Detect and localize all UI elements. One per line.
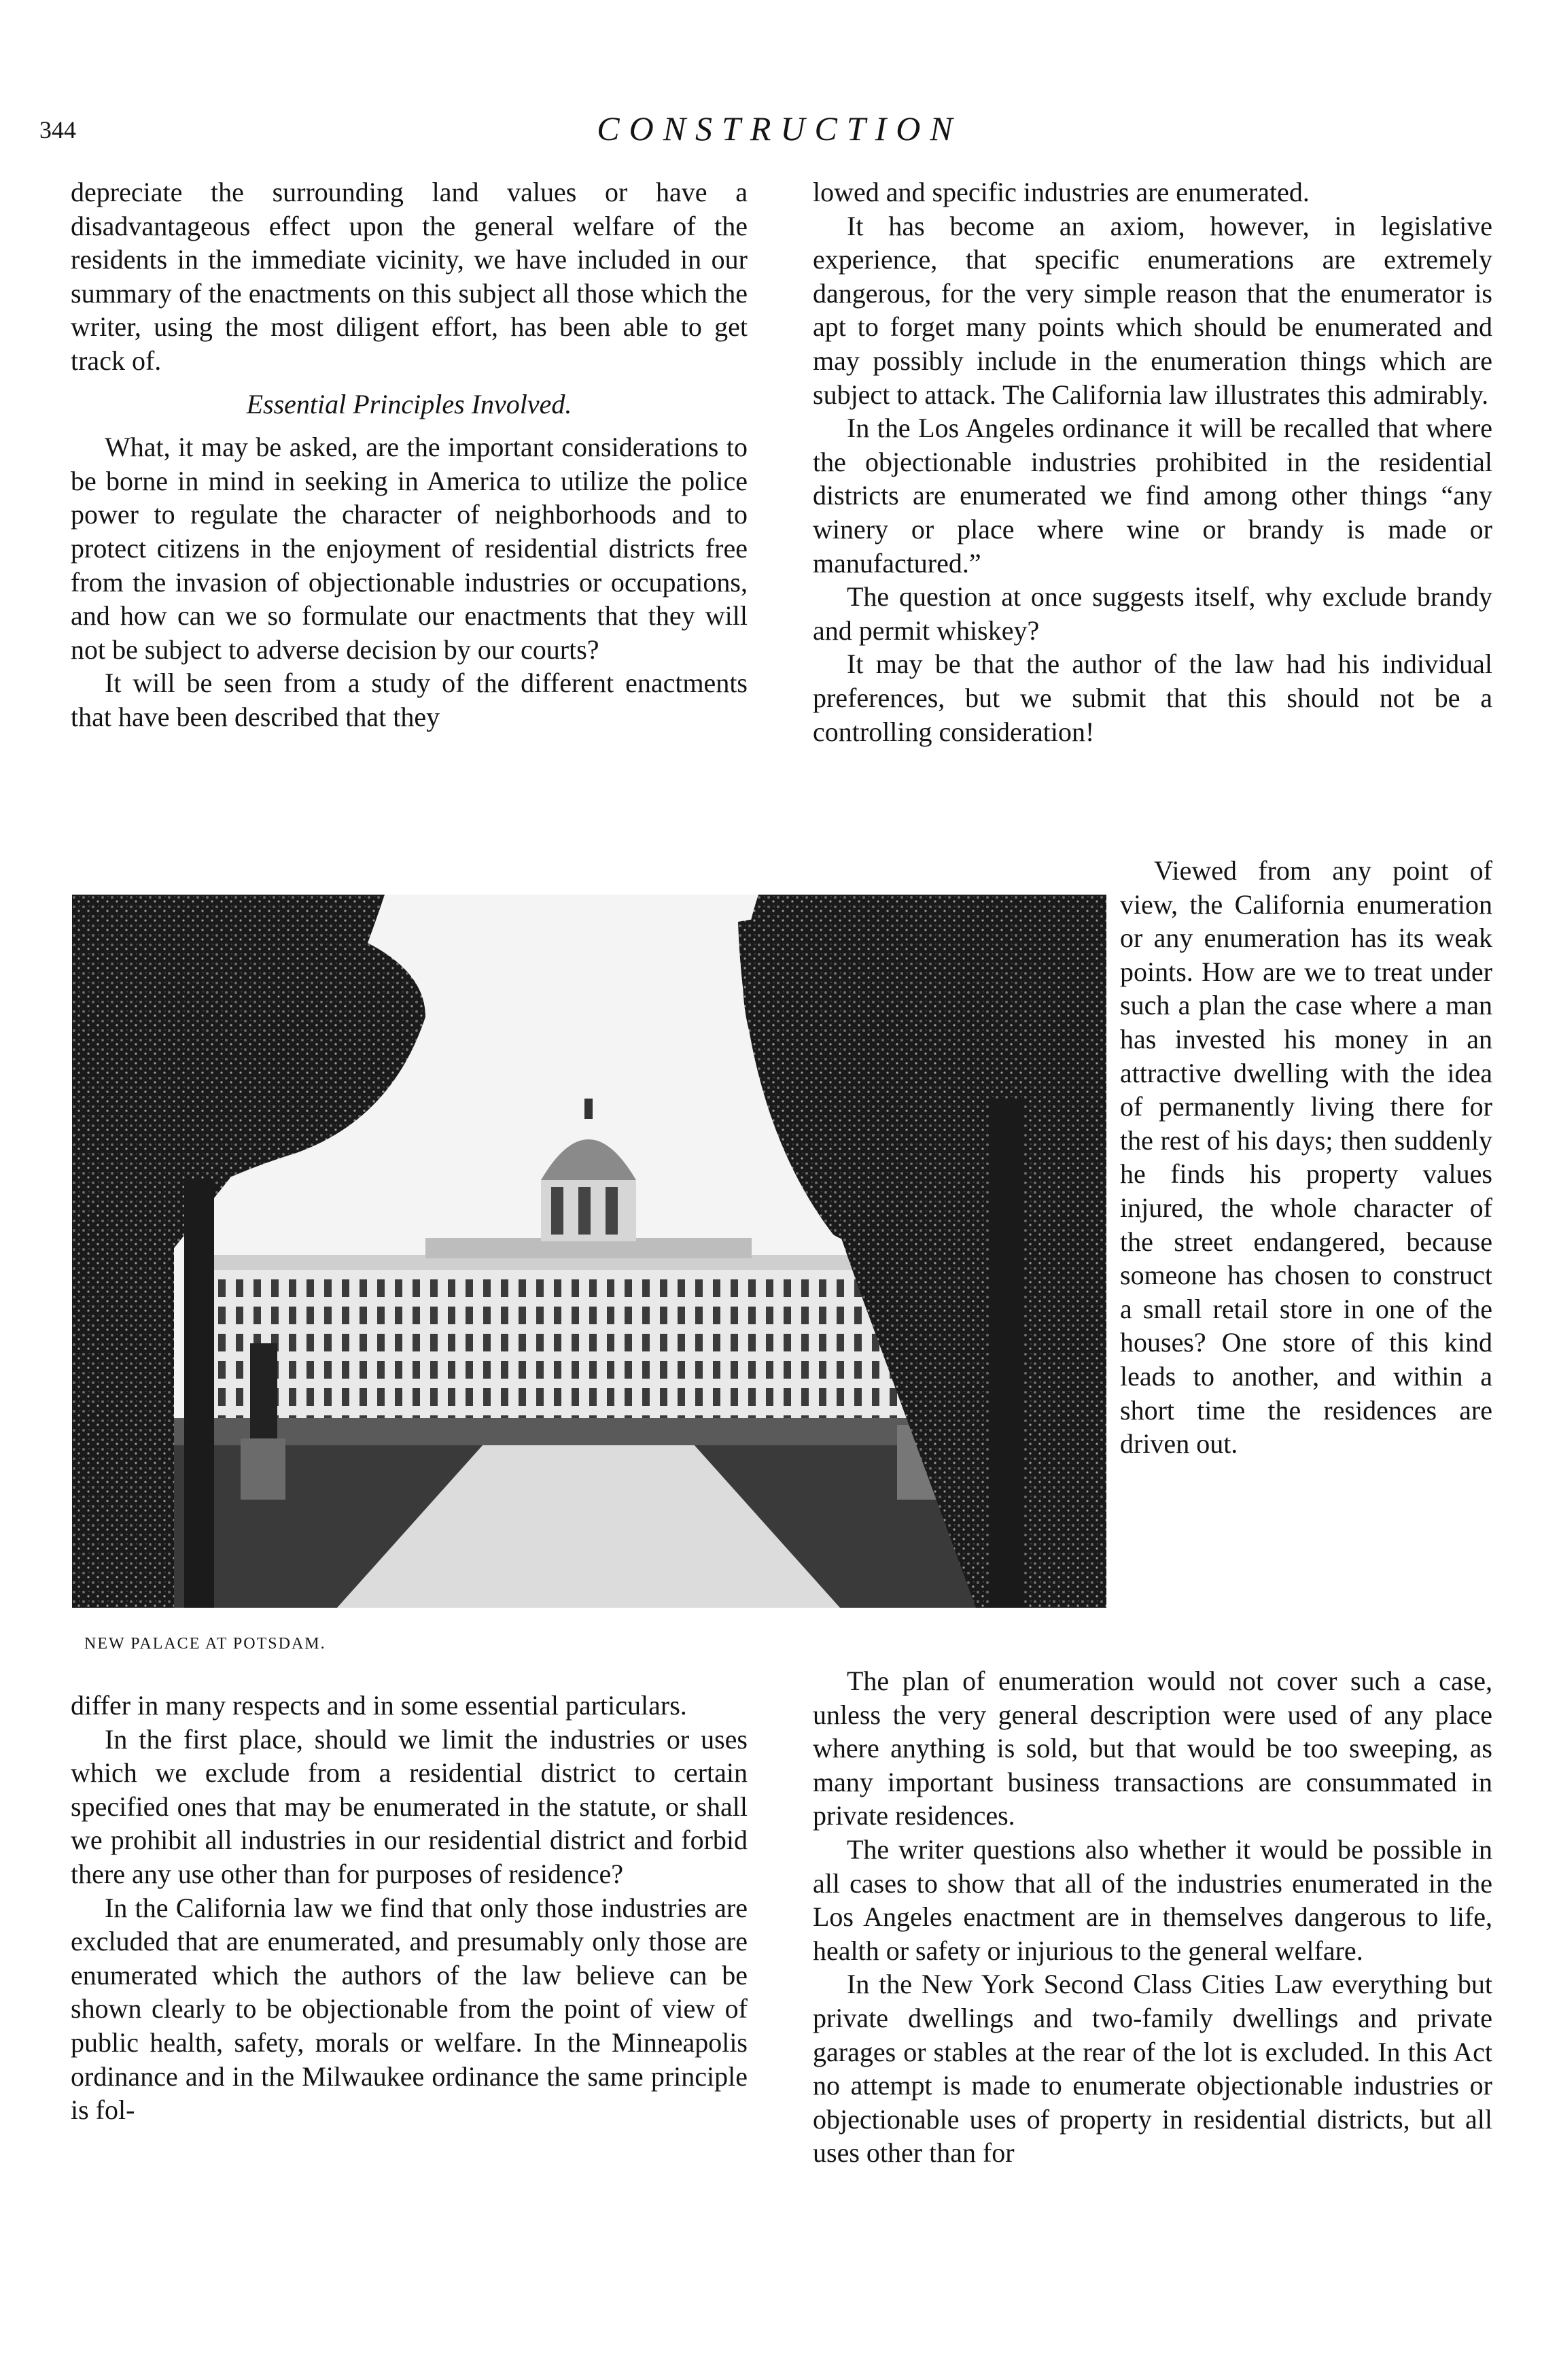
palace-illustration (72, 895, 1106, 1608)
paragraph: depreciate the surrounding land values or have a disadvantageous effect upon the general welfare of the residents in the immediate vicinity, we have included in our summary of the enactments on this subject all those which the writer, using the most diligent effort, has been able to get track of. (71, 177, 748, 376)
photo-new-palace-potsdam (72, 895, 1106, 1608)
paragraph: It will be seen from a study of the different enactments that have been described that they (71, 668, 748, 732)
paragraph: The question at once suggests itself, why exclude brandy and permit whiskey? (813, 581, 1492, 646)
page-number: 344 (39, 116, 76, 143)
left-column-top (71, 175, 748, 734)
paragraph: In the first place, should we limit the industries or uses which we exclude from a residential district to certain specified ones that may be enumerated in the statute, or shall we prohibit all industries in our residential district and forbid there any use other than for purposes of residence? (71, 1723, 748, 1889)
paragraph: The writer questions also whether it would be possible in all cases to show that all of the industries enumerated in the Los Angeles enactment are in themselves dangerous to life, health or safety or injurious to the general welfare. (813, 1833, 1492, 1966)
right-column-top (813, 175, 1492, 748)
paragraph: Viewed from any point of view, the California enumeration or any enumeration has its weak points. How are we to treat under such a plan the case where a man has invested his money in an attractive dwelling with the idea of permanently living there for the rest of his days; then suddenly he finds his property values injured, the whole character of the street endangered, because someone has chosen to construct a small retail store in one of the houses? One store of this kind leads to another, and within a short time the residences are driven out. (1120, 855, 1492, 1460)
right-column-narrow (1120, 854, 1492, 1461)
paragraph: In the California law we find that only those industries are excluded that are enumerated, and presumably only those are enumerated which the authors of the law believe can be shown clearly to be objectionable from the point of view of public health, safety, morals or welfare. In the Minneapolis ordinance and in the Milwaukee ordinance the same principle is fol- (71, 1892, 748, 2126)
paragraph: In the New York Second Class Cities Law everything but private dwellings and two-family dwellings and private garages or stables at the rear of the lot is excluded. In this Act no attempt is made to enumerate objectionable industries or objectionable uses of property in residential districts, but all uses other than for (813, 1969, 1492, 2169)
paragraph: The plan of enumeration would not cover such a case, unless the very general description were used of any place where anything is sold, but that would be too sweeping, as many important business transactions are consummated in private residences. (813, 1666, 1492, 1831)
paragraph: lowed and specific industries are enumerated. (813, 177, 1310, 207)
paragraph: It may be that the author of the law had his individual preferences, but we submit that this should not be a controlling consideration! (813, 649, 1492, 747)
paragraph: What, it may be asked, are the important considerations to be borne in mind in seeking in America to utilize the police power to regulate the character of neighborhoods and to protect citizens in the enjoyment of residential districts free from the invasion of objectionable industries or occupations, and how can we so formulate our enactments that they will not be subject to adverse decision by our courts? (71, 432, 748, 665)
paragraph: It has become an axiom, however, in legislative experience, that specific enumerations are extremely dangerous, for the very simple reason that the enumerator is apt to forget many points which should be enumerated and may possibly include in the enumeration things which are subject to attack. The California law illustrates this admirably. (813, 210, 1492, 410)
paragraph: differ in many respects and in some essential particulars. (71, 1690, 687, 1721)
paragraph: In the Los Angeles ordinance it will be recalled that where the objectionable industries prohibited in the residential districts are enumerated we find among other things “any winery or place where wine or brandy is made or manufactured.” (813, 413, 1492, 579)
left-column-bottom (71, 1689, 748, 2127)
photo-caption: NEW PALACE AT POTSDAM. (84, 1635, 326, 1653)
section-heading: Essential Principles Involved. (246, 388, 572, 419)
right-column-bottom (813, 1664, 1492, 2170)
running-head: CONSTRUCTION (597, 109, 962, 148)
